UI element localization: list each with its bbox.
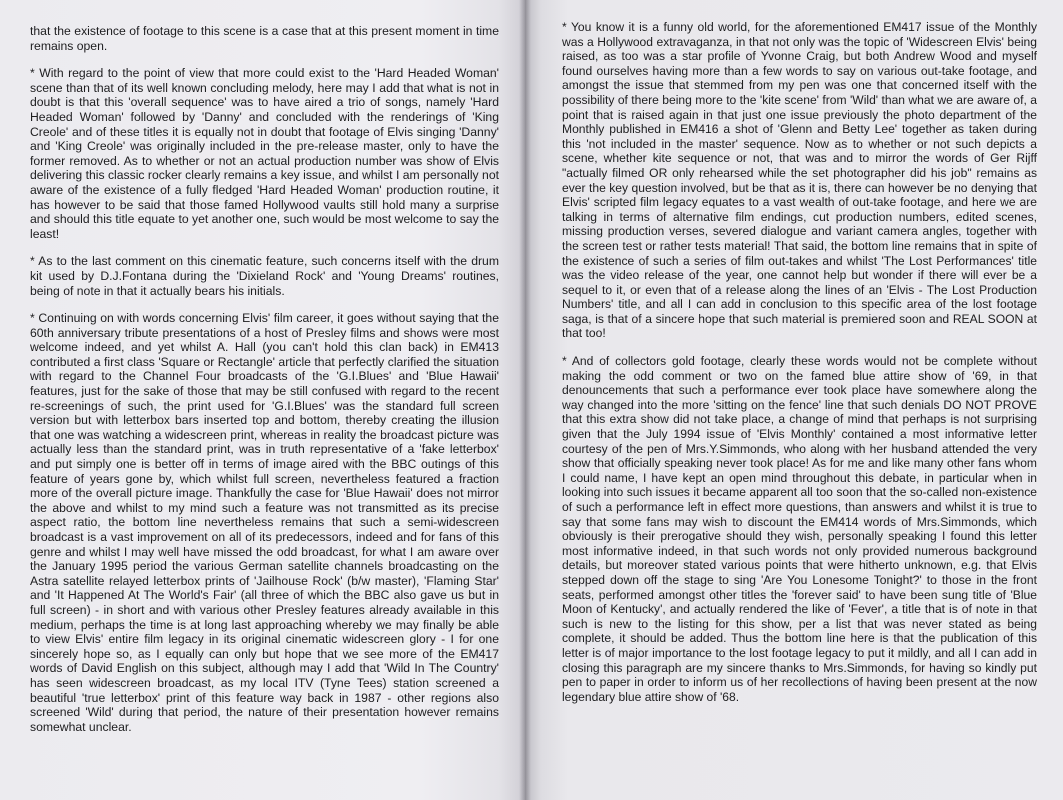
- left-paragraph-2: * With regard to the point of view that more could exist to the 'Hard Headed Woman' scene than that of its well known concluding melody, here may I add that what is not in doubt is that this 'overall sequence' was to have aired a trio of songs, namely 'Hard Headed Woman' followed by 'Danny' and concluded with the renderings of 'King Creole' and of these titles it is equally not in doubt that footage of Elvis singing 'Danny' and 'King Creole' was originally included in the pre-release master, only to have the former removed. As to whether or not an actual production number was show of Elvis delivering this classic rocker clearly remains a key issue, and whilst I am personally not aware of the existence of a fully fledged 'Hard Headed Woman' production routine, it has however to be said that those famed Hollywood vaults still hold many a surprise and should this title equate to yet another one, such would be most welcome to say the least!: [30, 66, 499, 241]
- left-paragraph-4: * Continuing on with words concerning Elvis' film career, it goes without saying that the 60th anniversary tribute presentations of a host of Presley films and shows were most welcome indeed, and yet whilst A. Hall (you can't hold this clan back) in EM413 contributed a first class 'Square or Rectangle' article that perfectly clarified the situation with regard to the Channel Four broadcasts of the 'G.I.Blues' and 'Blue Hawaii' features, just for the sake of those that may be still confused with regard to the recent re-screenings of such, the print used for 'G.I.Blues' was the standard full screen version but with letterbox bars inserted top and bottom, thereby creating the illusion that one was watching a widescreen print, whereas in reality the broadcast picture was actually less than the standard print, was in truth representative of a 'fake letterbox' and put simply one is better off in terms of image aired with the BBC outings of this feature of years gone by, which whilst full screen, nevertheless featured a fraction more of the overall picture image. Thankfully the case for 'Blue Hawaii' does not mirror the above and whilst to my mind such a feature was not transmitted as its precise aspect ratio, the bottom line nevertheless remains that such a semi-widescreen broadcast is a vast improvement on all of its predecessors, indeed and for fans of this genre and whilst I may well have missed the odd broadcast, for what I am aware over the January 1995 period the various German satellite channels broadcasting on the Astra satellite relayed letterbox prints of 'Jailhouse Rock' (b/w master), 'Flaming Star' and 'It Happened At The World's Fair' (all three of which the BBC also gave us but in full screen) - in short and with various other Presley features already available in this medium, perhaps the time is at long last approaching whereby we may finally be able to view Elvis' entire film legacy in its original cinematic widescreen glory - I for one sincerely hope so, as I equally can only but hope that we see more of the EM417 words of David English on this subject, although may I add that 'Wild In The Country' has seen widescreen broadcast, as my local ITV (Tyne Tees) station screened a beautiful 'true letterbox' print of this feature way back in 1987 - other regions also screened 'Wild' during that period, the nature of their presentation however remains somewhat unclear.: [30, 311, 499, 734]
- left-paragraph-1: that the existence of footage to this scene is a case that at this present moment in time remains open.: [30, 24, 499, 53]
- right-page: [525, 0, 1063, 800]
- page-gutter: [519, 0, 531, 800]
- left-page: [0, 0, 525, 800]
- left-paragraph-3: * As to the last comment on this cinematic feature, such concerns itself with the drum kit used by D.J.Fontana during the 'Dixieland Rock' and 'Young Dreams' routines, being of note in that it actually bears his initials.: [30, 254, 499, 298]
- right-paragraph-2: * And of collectors gold footage, clearly these words would not be complete without making the odd comment or two on the famed blue attire show of '69, in that denouncements that such a performance ever took place have somewhere along the way changed into the more 'sitting on the fence' line that such denials DO NOT PROVE that this extra show did not take place, a change of mind that perhaps is not surprising given that the July 1994 issue of 'Elvis Monthly' contained a most informative letter courtesy of the pen of Mrs.Y.Simmonds, who along with her husband attended the very show that officially speaking never took place! As for me and like many other fans whom I could name, I have kept an open mind throughout this debate, in particular when in looking into such issues it became apparent all too soon that the so-called non-existence of such a performance left in effect more questions, than answers and whilst it is true to say that some fans may wish to discount the EM414 words of Mrs.Simmonds, which obviously is their prerogative should they wish, personally speaking I found this letter most informative indeed, in that such words not only provided numerous background details, but moreover stated various points that were hitherto unknown, e.g. that Elvis stepped down off the stage to sing 'Are You Lonesome Tonight?' to those in the front seats, performed amongst other titles the 'forever said' to have been sung title of 'Blue Moon of Kentucky', and actually rendered the like of 'Fever', a title that is of note in that such is new to the listing for this show, per a list that was never stated as being complete, it should be added. Thus the bottom line here is that the publication of this letter is of major importance to the lost footage legacy to put it mildly, and all I can add in closing this paragraph are my sincere thanks to Mrs.Simmonds, for having so kindly put pen to paper in order to inform us of her recollections of having been present at the now legendary blue attire show of '68.: [562, 354, 1037, 704]
- right-paragraph-1: * You know it is a funny old world, for the aforementioned EM417 issue of the Monthly was a Hollywood extravaganza, in that not only was the topic of 'Widescreen Elvis' being raised, as too was a star profile of Yvonne Craig, but both Andrew Wood and myself found ourselves having more than a few words to say on various out-take footage, and amongst the issue that stemmed from my pen was one that concerned itself with the possibility of there being more to the 'kite scene' from 'Wild' than what we are aware of, a point that is raised again in that just one issue previously the photo department of the Monthly published in EM416 a shot of 'Glenn and Betty Lee' together as taken during this 'not included in the master' sequence. Now as to whether or not such depicts a scene, whether kite sequence or not, that was and to mirror the words of Ger Rijff "actually filmed OR only rehearsed while the set photographer did his job" remains as ever the key question involved, but be that as it is, there can however be no denying that Elvis' scripted film legacy equates to a vast wealth of out-take footage, and here we are talking in terms of alternative film endings, cut production numbers, edited scenes, missing production verses, severed dialogue and variant camera angles, together with the screen test or rather tests material! That said, the bottom line remains that in spite of the existence of such a series of film out-takes and whilst 'The Lost Performances' title was the video release of the year, one cannot help but wonder if there will ever be a sequel to it, or even that of a release along the lines of an 'Elvis - The Lost Production Numbers' title, and all I can add in conclusion to this specific area of the lost footage saga, is that of a sincere hope that such material is premiered soon and REAL SOON at that too!: [562, 20, 1037, 341]
